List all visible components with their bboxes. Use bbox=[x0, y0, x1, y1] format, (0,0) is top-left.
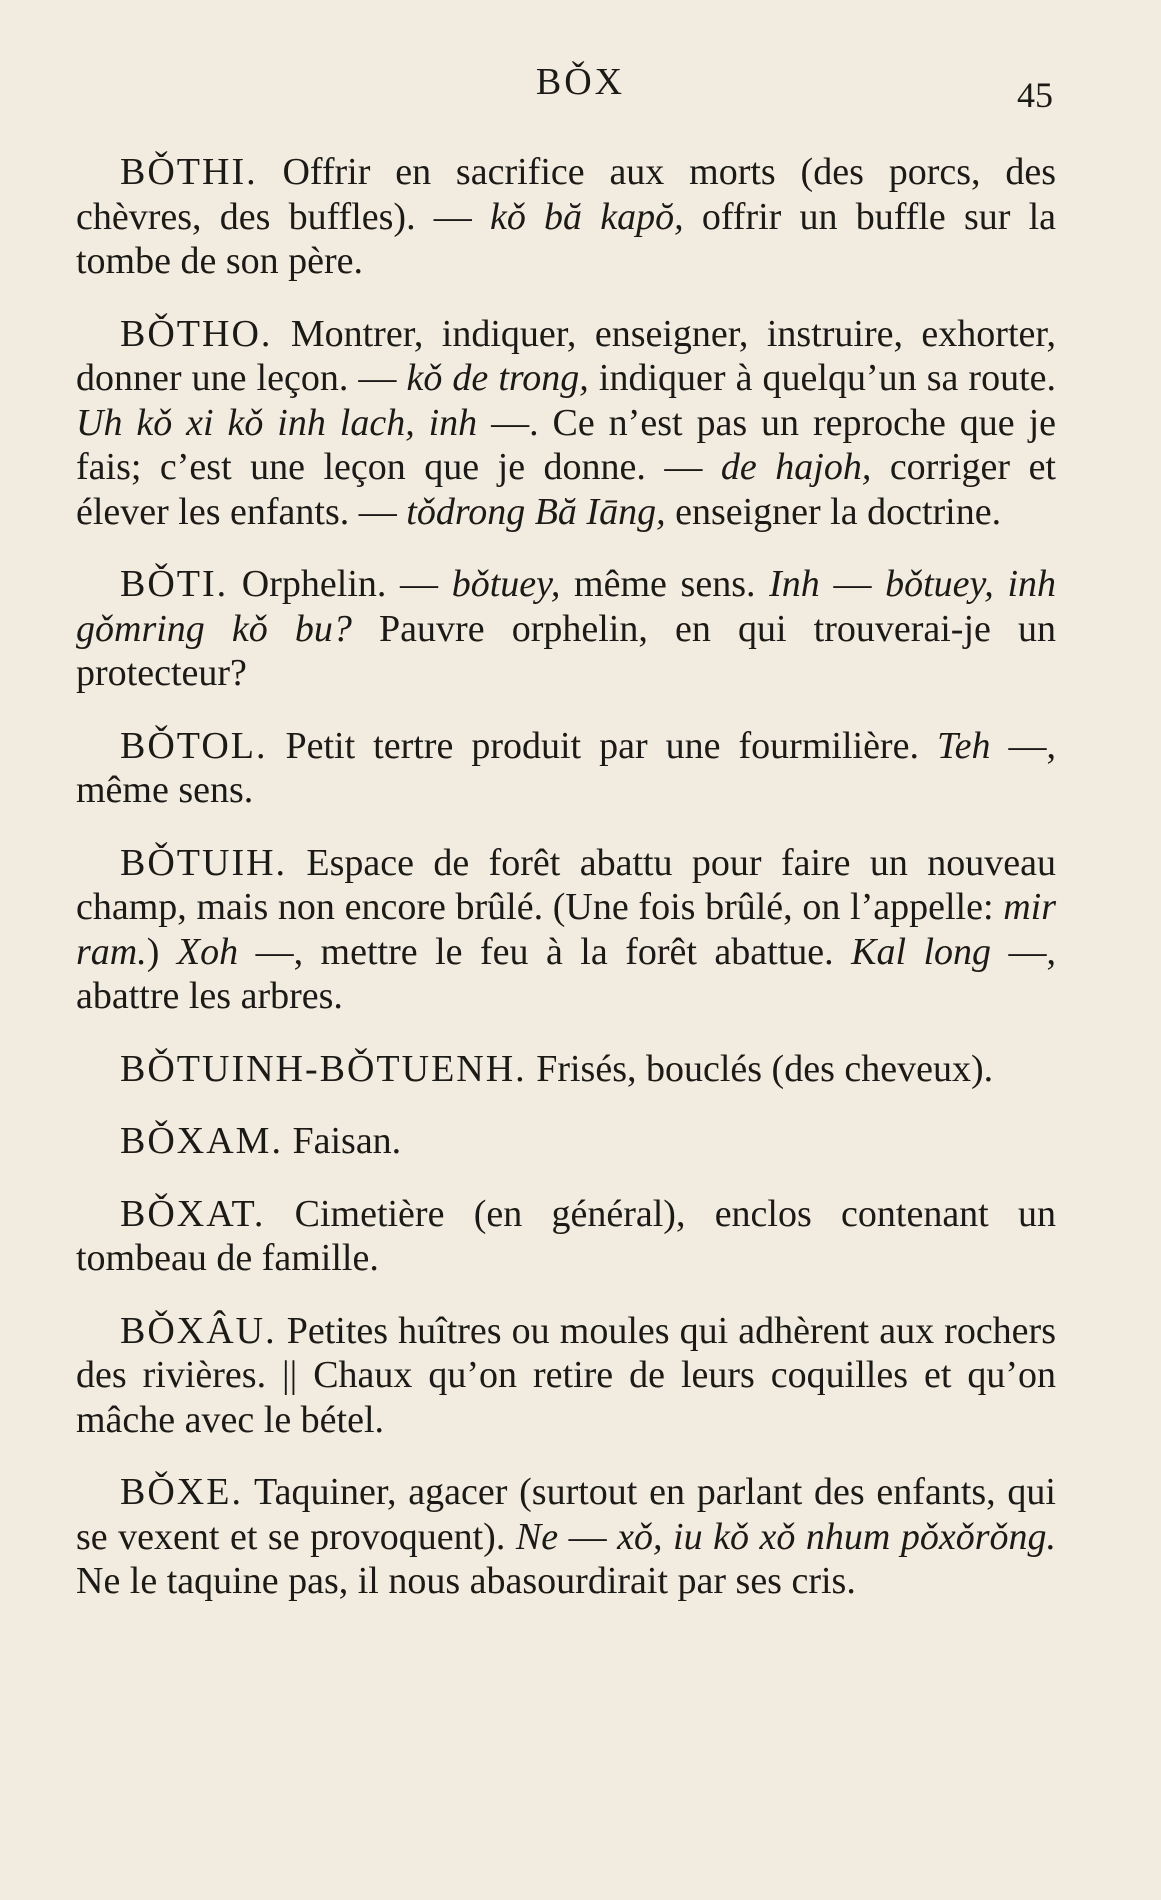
headword: BǑTOL. bbox=[120, 724, 268, 767]
example-text: bǒtuey, inh gǒmring kǒ bu? bbox=[76, 563, 1057, 650]
dictionary-entry bbox=[76, 1470, 1056, 1604]
definition-text: — bbox=[819, 563, 886, 605]
example-text: bǒtuey, bbox=[451, 563, 561, 605]
definition-text: indiquer à quelqu’un sa route. bbox=[588, 357, 1057, 399]
dictionary-entry bbox=[76, 724, 1056, 813]
definition-text: Faisan. bbox=[282, 1120, 402, 1162]
headword: BǑXAT. bbox=[120, 1192, 266, 1235]
definition-text: Petites huîtres ou moules qui adhèrent aux rochers des rivières. || Chaux qu’on retire de leurs coquilles et qu’on mâche avec le bétel. bbox=[76, 1309, 1056, 1441]
definition-text: Espace de forêt abattu pour faire un nouveau champ, mais non encore brûlé. (Une fois brûlé, on l’appelle: bbox=[76, 841, 1056, 928]
dictionary-entry bbox=[76, 1119, 1056, 1164]
headword: BǑTHI. bbox=[120, 151, 258, 193]
definition-text: Pauvre orphelin, en qui trouverai-je un protecteur? bbox=[76, 607, 1056, 694]
definition-text: même sens. bbox=[560, 563, 770, 605]
headword: BǑTHO. bbox=[120, 312, 273, 355]
definition-text: — bbox=[558, 1515, 618, 1558]
definition-text: Petit tertre produit par une fourmilière. bbox=[267, 724, 937, 767]
example-text: kǒ bă kapŏ, bbox=[489, 195, 684, 238]
headword: BǑTUIH. bbox=[120, 841, 288, 884]
definition-text: Cimetière (en général), enclos contenant un tombeau de famille. bbox=[76, 1192, 1056, 1279]
example-text: de hajoh, bbox=[720, 446, 872, 488]
dictionary-entry bbox=[76, 562, 1056, 696]
definition-text: enseigner la doctrine. bbox=[665, 490, 1002, 533]
headword: BǑTI. bbox=[120, 563, 229, 605]
definition-text: —. Ce n’est pas un reproche que je fais; c’est une leçon que je donne. — bbox=[76, 401, 1057, 488]
definition-text: Ne le taquine pas, il nous abasourdirait par ses cris. bbox=[76, 1560, 856, 1602]
headword: BǑXAM. bbox=[120, 1120, 283, 1162]
example-text: Kal long bbox=[851, 930, 992, 973]
headword: BǑXE. bbox=[120, 1471, 243, 1513]
running-head bbox=[0, 60, 1161, 115]
running-title: BǑX bbox=[535, 61, 626, 103]
headword: BǑXÂU. bbox=[120, 1309, 277, 1352]
example-text: kǒ de trong, bbox=[406, 357, 589, 399]
dictionary-entry bbox=[76, 1192, 1056, 1281]
page-number: 45 bbox=[1017, 75, 1053, 115]
example-text: xǒ, iu kǒ xǒ nhum pǒxǒrǒng. bbox=[617, 1515, 1056, 1558]
definition-text: Frisés, bouclés (des cheveux). bbox=[526, 1047, 994, 1090]
dictionary-entry bbox=[76, 312, 1056, 535]
entries-column bbox=[76, 150, 1056, 1632]
example-text: Xoh bbox=[176, 930, 239, 973]
example-text: Ne bbox=[515, 1515, 559, 1558]
definition-text: Offrir en sacrifice aux morts (des porcs, des chèvres, des buffles). — bbox=[76, 151, 1056, 238]
definition-text: Taquiner, agacer (surtout en parlant des enfants, qui se vexent et se provoquent). bbox=[76, 1471, 1056, 1558]
example-text: Teh bbox=[936, 724, 991, 767]
dictionary-entry bbox=[76, 1047, 1056, 1092]
definition-text: —, mettre le feu à la forêt abattue. bbox=[238, 930, 852, 973]
definition-text: —, abattre les arbres. bbox=[76, 930, 1057, 1017]
dictionary-entry bbox=[76, 150, 1056, 284]
definition-text: offrir un buffle sur la tombe de son père. bbox=[76, 195, 1057, 282]
dictionary-entry bbox=[76, 1309, 1056, 1443]
example-text: Inh bbox=[769, 563, 820, 605]
definition-text: ) bbox=[146, 930, 177, 973]
example-text: mir ram. bbox=[76, 886, 1056, 973]
definition-text: corriger et élever les enfants. — bbox=[76, 446, 1056, 533]
definition-text: —, même sens. bbox=[76, 724, 1056, 811]
definition-text: Orphelin. — bbox=[228, 563, 452, 605]
example-text: tǒdrong Bă Iāng, bbox=[406, 490, 666, 533]
example-text: Uh kǒ xi kǒ inh lach, inh bbox=[76, 401, 478, 444]
dictionary-entry bbox=[76, 841, 1056, 1019]
headword: BǑTUINH-BǑTUENH. bbox=[120, 1047, 527, 1090]
definition-text: Montrer, indiquer, enseigner, instruire, exhorter, donner une leçon. — bbox=[76, 312, 1056, 399]
